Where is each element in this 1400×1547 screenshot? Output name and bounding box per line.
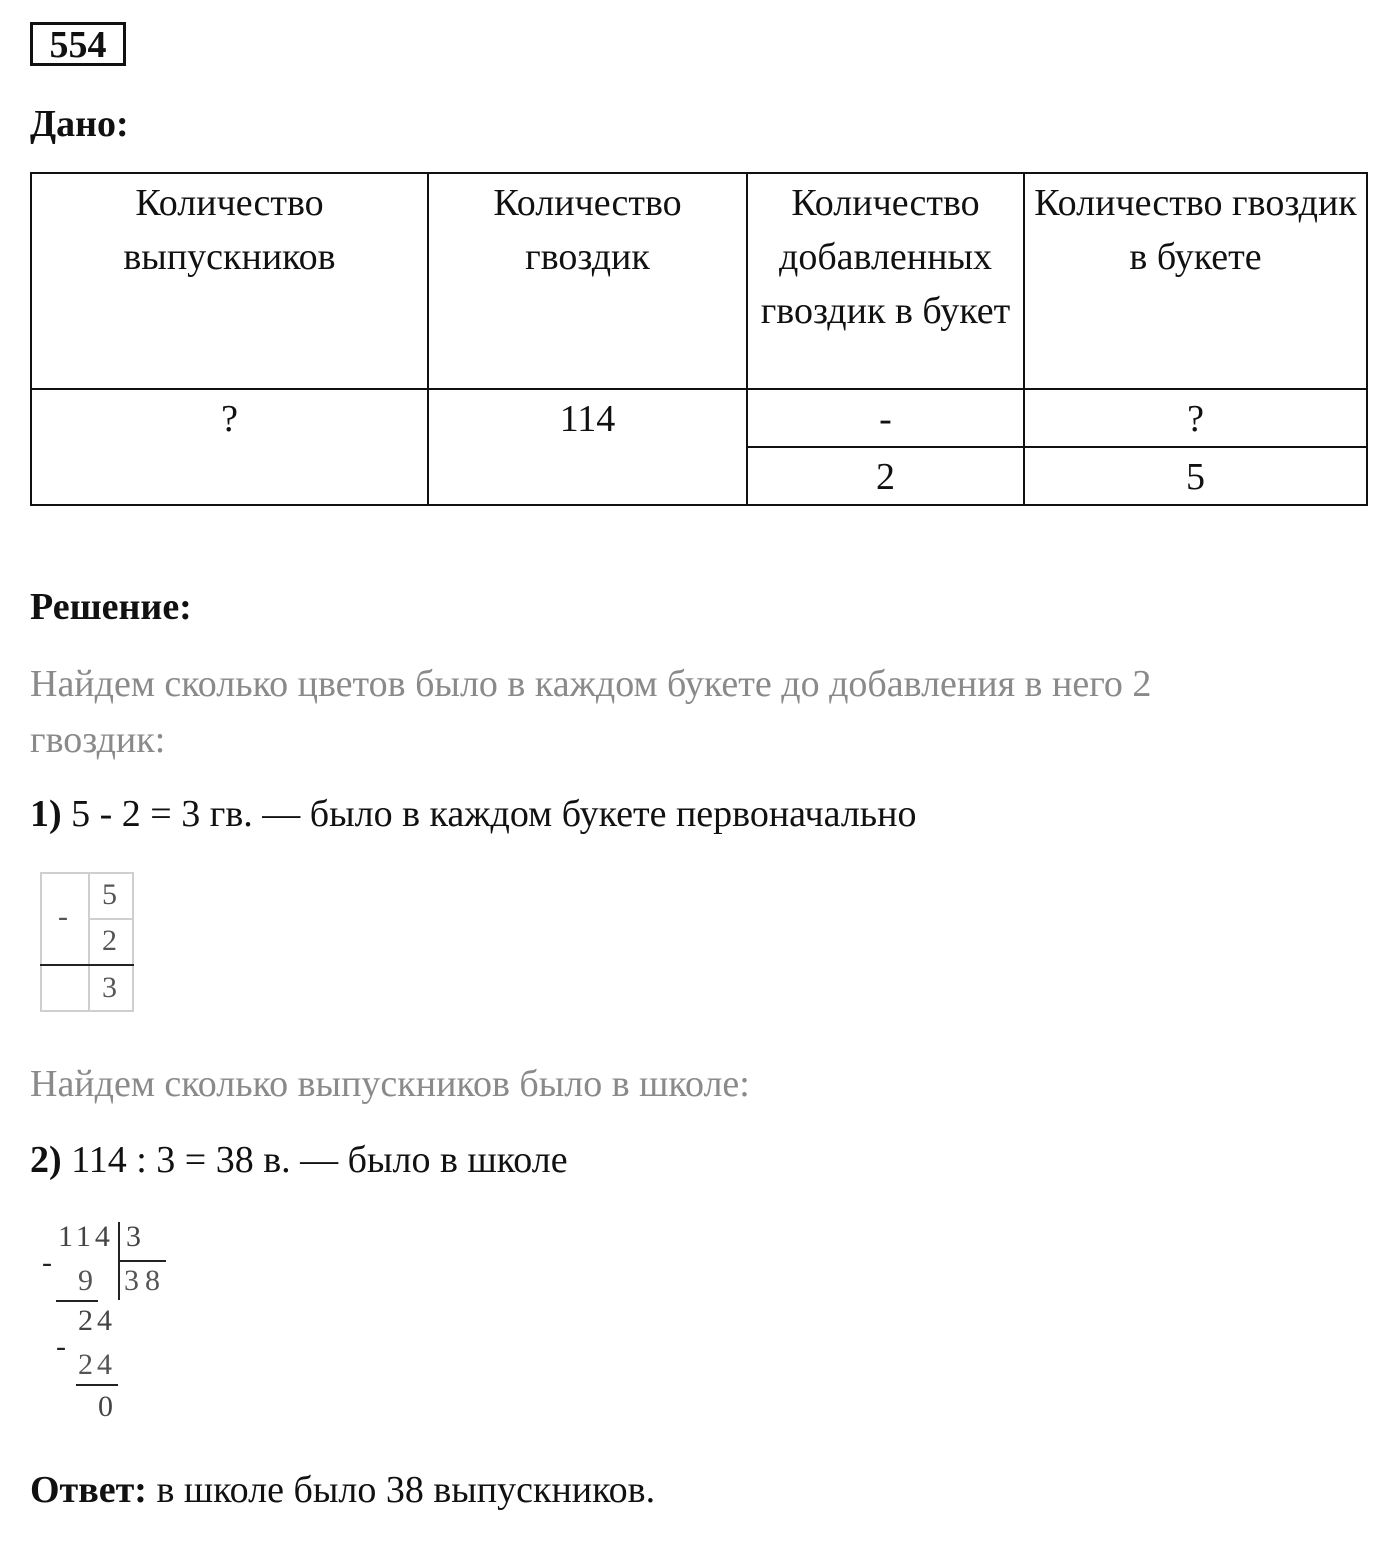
header-carnations: Количество гвоздик xyxy=(428,173,747,389)
answer-text: в школе было 38 выпускников. xyxy=(156,1469,656,1511)
sub-subtrahend: 2 xyxy=(102,924,117,957)
task-number: 554 xyxy=(30,22,126,66)
long-division-calc xyxy=(38,1218,178,1428)
solution-heading: Решение: xyxy=(30,586,192,628)
cell-carnations: 114 xyxy=(428,389,747,505)
div-quotient: 38 xyxy=(124,1264,166,1297)
div-sub-2: 24 xyxy=(78,1348,116,1381)
cell-bouquet-2: 5 xyxy=(1024,447,1367,505)
answer-line xyxy=(30,1468,655,1512)
step1-intro: Найдем сколько цветов было в каждом букете до добавления в него 2 xyxy=(30,663,1152,705)
cell-graduates: ? xyxy=(31,389,428,505)
div-sign-2: - xyxy=(56,1330,66,1363)
answer-label: Ответ: xyxy=(30,1469,147,1511)
sub-sign: - xyxy=(58,900,68,933)
div-rem-1: 24 xyxy=(78,1304,116,1337)
div-divisor: 3 xyxy=(126,1220,141,1253)
step2-number: 2) xyxy=(30,1139,62,1181)
given-heading: Дано: xyxy=(30,103,129,145)
given-table xyxy=(30,172,1368,506)
step2-expression: 114 : 3 = 38 в. — было в школе xyxy=(71,1139,568,1181)
table-row xyxy=(31,389,1367,447)
subtraction-calc xyxy=(38,870,138,1015)
table-header-row xyxy=(31,173,1367,389)
div-sign-1: - xyxy=(42,1246,52,1279)
step2-line xyxy=(30,1138,568,1182)
header-carnations-in-bouquet: Количество гвоздик в букете xyxy=(1024,173,1367,389)
div-sub-1: 9 xyxy=(78,1264,93,1297)
step1-expression: 5 - 2 = 3 гв. — было в каждом букете первоначально xyxy=(71,793,917,835)
step2-intro: Найдем сколько выпускников было в школе: xyxy=(30,1063,750,1105)
sub-minuend: 5 xyxy=(102,878,117,911)
header-graduates: Количество выпускников xyxy=(31,173,428,389)
step1-line xyxy=(30,792,916,836)
div-rem-2: 0 xyxy=(98,1390,113,1423)
cell-added-2: 2 xyxy=(747,447,1024,505)
sub-result: 3 xyxy=(102,971,117,1004)
header-added-carnations: Количество добавленных гвоздик в букет xyxy=(747,173,1024,389)
step1-number: 1) xyxy=(30,793,62,835)
div-dividend: 114 xyxy=(58,1220,114,1253)
cell-added-1: - xyxy=(747,389,1024,447)
cell-bouquet-1: ? xyxy=(1024,389,1367,447)
step1-intro-cont: гвоздик: xyxy=(30,719,166,761)
